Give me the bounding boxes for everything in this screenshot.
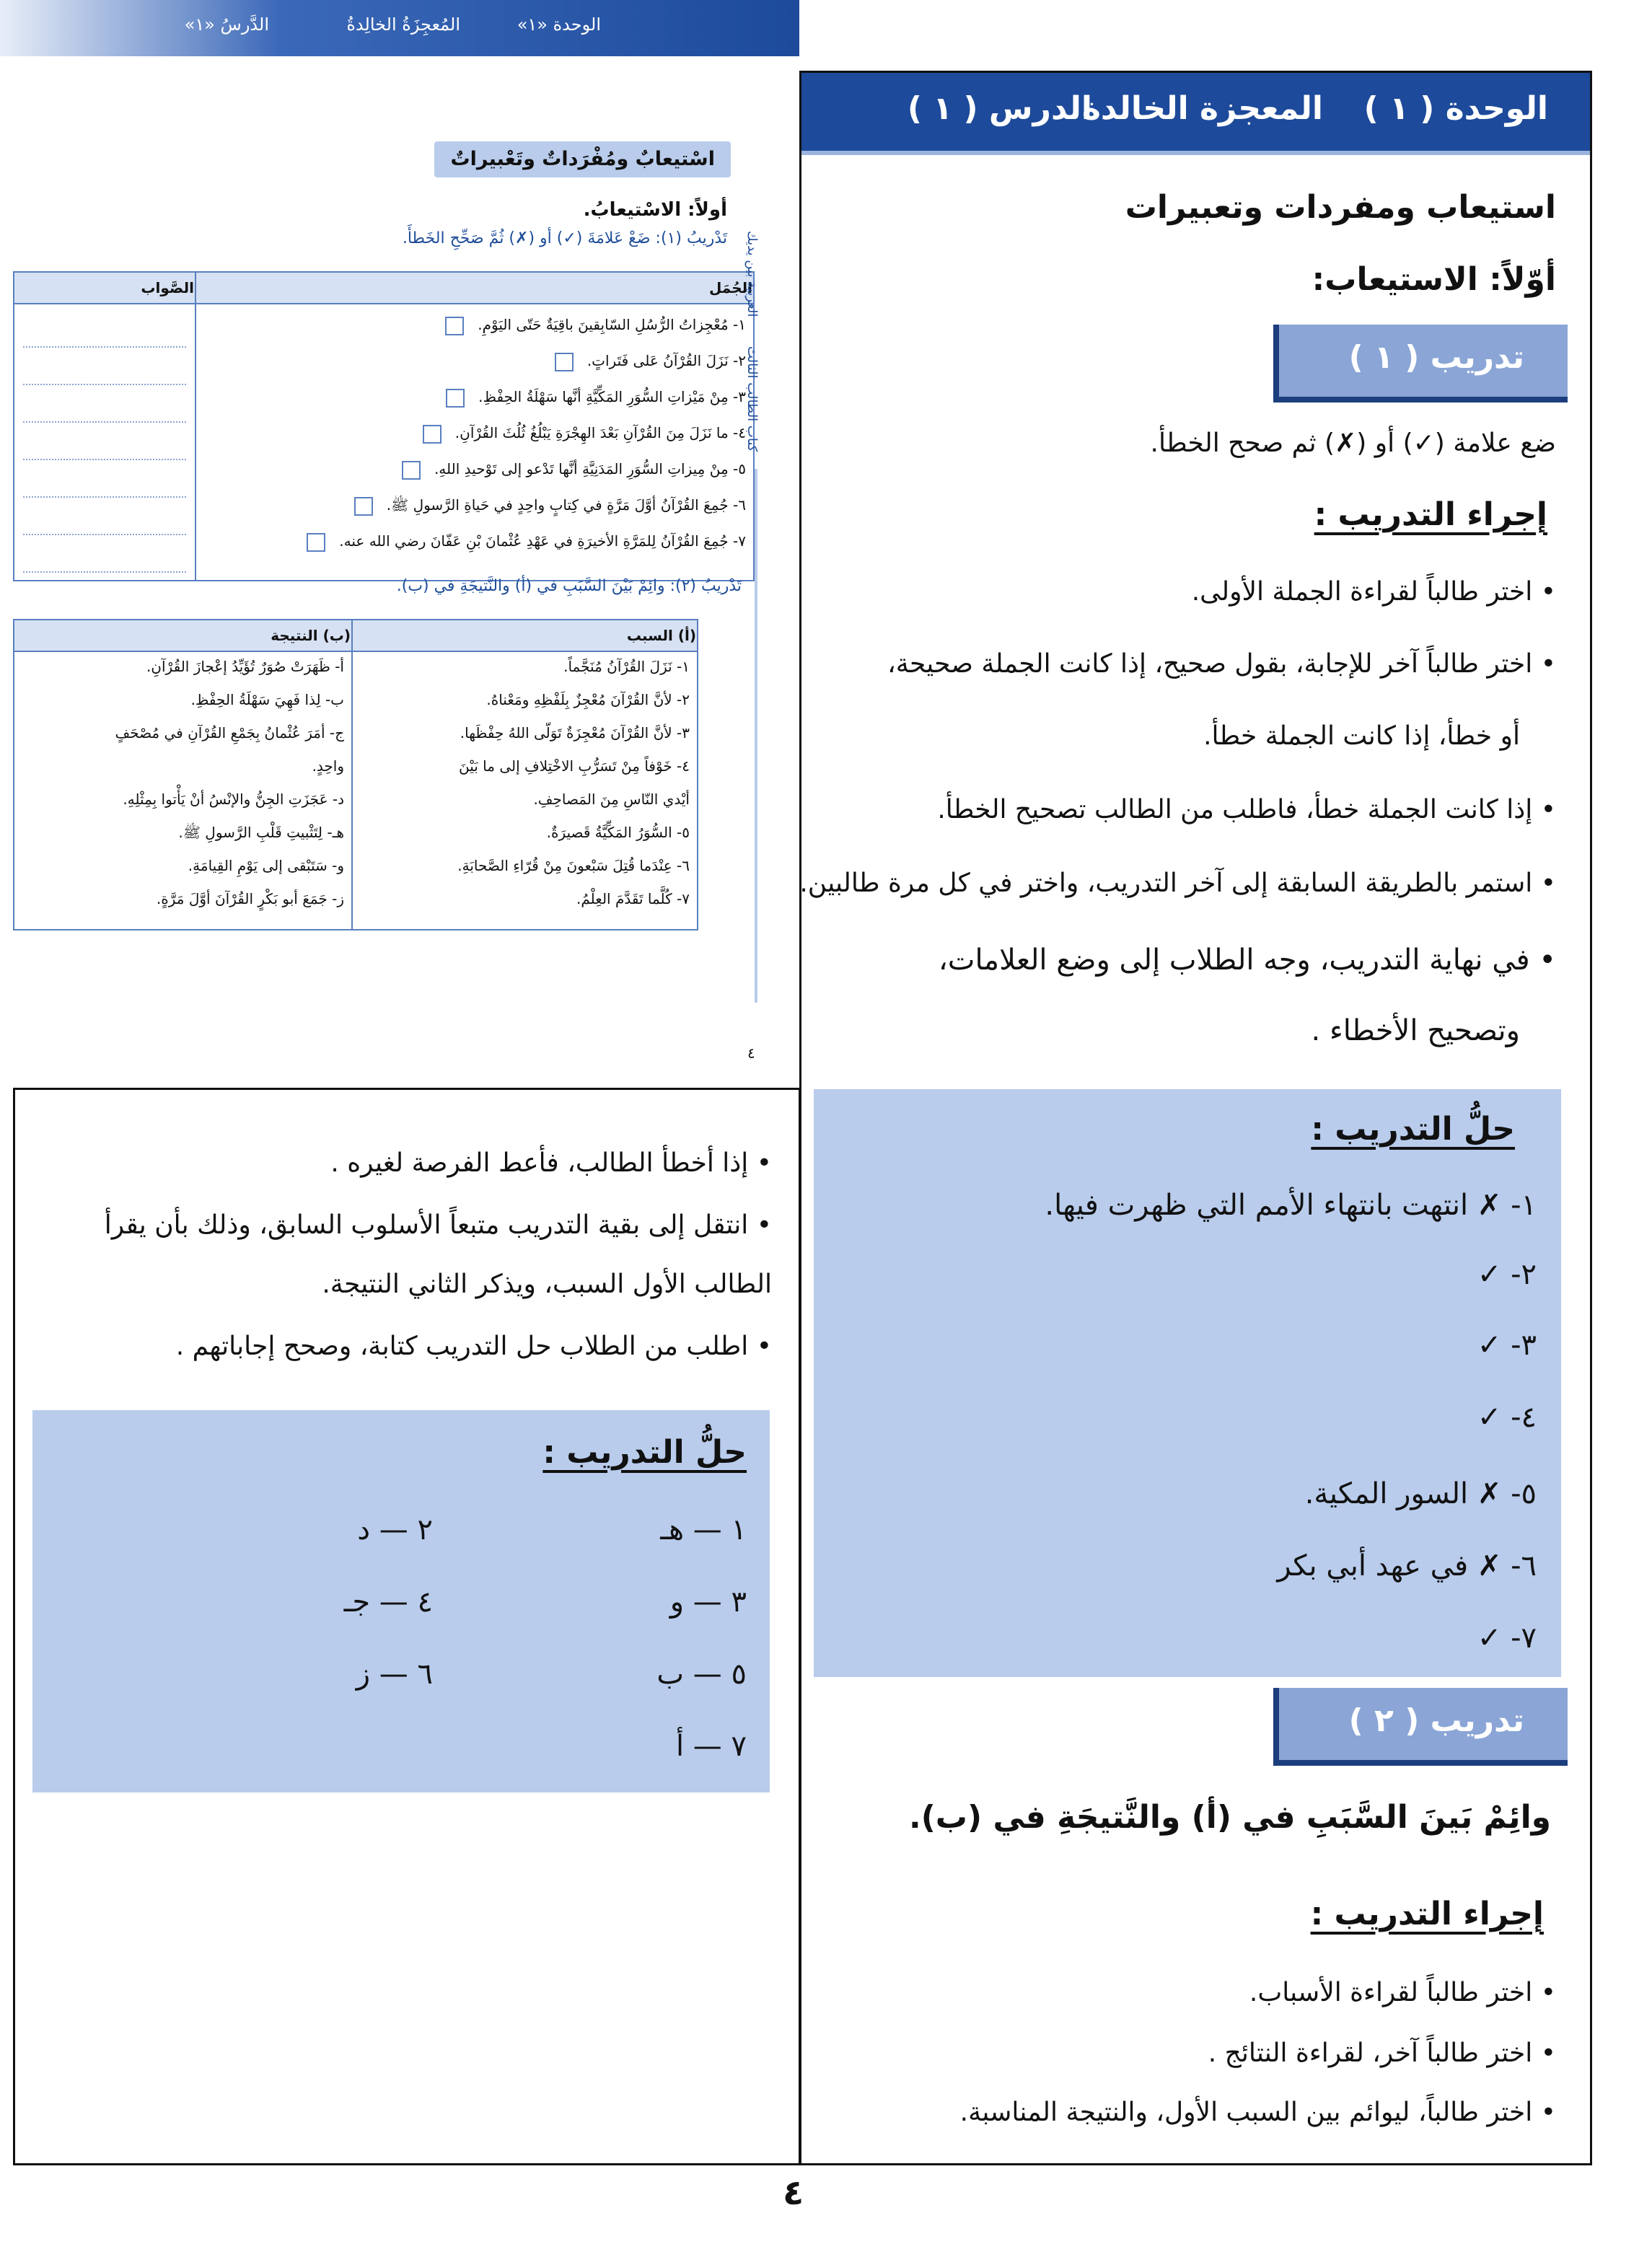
sb-section-title: اسْتيعابٌ ومُفْرَداتٌ وتَعْبيراتٌ bbox=[434, 141, 731, 177]
drill1-instruction: ضع علامة (✓) أو (✗) ثم صحح الخطأ. bbox=[1150, 428, 1556, 458]
bl-bullet: • انتقل إلى بقية التدريب متبعاً الأسلوب السابق، وذلك بأن يقرأ bbox=[104, 1210, 772, 1240]
bl-bullet: • إذا أخطأ الطالب، فأعط الفرصة لغيره . bbox=[330, 1148, 772, 1178]
checkbox[interactable] bbox=[402, 461, 421, 480]
teacher-header bbox=[801, 73, 1590, 155]
checkbox[interactable] bbox=[307, 533, 325, 552]
sb-side-label-level: كتاب الطالب الثالث bbox=[744, 346, 760, 452]
procedure2-item: • اختر طالباً، ليوائم بين السبب الأول، والنتيجة المناسبة. bbox=[959, 2098, 1556, 2127]
sb-cause: ٥- السُّوَرُ المَكِّيَّةُ قَصيرَةٌ. bbox=[546, 824, 690, 841]
checkbox[interactable] bbox=[423, 425, 441, 444]
drill2-instruction: وائِمْ بَينَ السَّبَبِ في (أ) والنَّتيجَةِ في (ب). bbox=[908, 1799, 1551, 1836]
teacher-section-title: استيعاب ومفردات وتعبيرات bbox=[1125, 189, 1556, 226]
match-pair: ٤ — جـ bbox=[343, 1585, 433, 1619]
sb-col-cause: (أ) السبب bbox=[352, 620, 698, 651]
sb-first-heading: أولاً: الاسْتيعابُ. bbox=[583, 199, 727, 221]
procedure1-item: • إذا كانت الجملة خطأ، فاطلب من الطالب تصحيح الخطأ. bbox=[937, 795, 1556, 824]
sb-topic: المُعجِزَةُ الخالِدةُ bbox=[346, 14, 460, 35]
match-pair: ٢ — د bbox=[357, 1513, 433, 1546]
solution1-answer: ١- ✗ انتهت بانتهاء الأمم التي ظهرت فيها. bbox=[1045, 1189, 1537, 1222]
sb-sentence-row: ٧- جُمِعَ القُرْآنُ لِلمَرَّةِ الأخيرَةِ في عَهْدِ عُثْمانَ بْنِ عَفّانَ رضي الله عنه. bbox=[196, 532, 753, 568]
sb-drill2-table bbox=[13, 619, 698, 930]
sb-drill2-instruction: تَدْريبُ (٢): وائِمْ بَيْنَ السَّبَبِ في (أ) والنَّتيجَةِ في (ب). bbox=[396, 577, 742, 595]
page-number: ٤ bbox=[783, 2173, 804, 2213]
checkbox[interactable] bbox=[446, 389, 465, 408]
sb-sentence-row: ٦- جُمِعَ القُرْآنُ أوَّلَ مَرَّةٍ في كِتابٍ واحِدٍ في حَياةِ الرَّسولِ ﷺ. bbox=[196, 496, 753, 532]
solution1-answer: ٢- ✓ bbox=[1477, 1258, 1537, 1291]
solution1-answer: ٥- ✗ السور المكية. bbox=[1304, 1477, 1537, 1510]
sb-col-correction: الصَّواب bbox=[14, 272, 195, 304]
solution1-answer: ٣- ✓ bbox=[1477, 1329, 1537, 1362]
drill2-label: تدريب ( ٢ ) bbox=[1273, 1688, 1568, 1766]
procedure-heading-1: إجراء التدريب : bbox=[1314, 496, 1547, 533]
sb-cause: ٧- كُلَّما تَقَدَّمَ العِلْمُ. bbox=[576, 890, 690, 907]
procedure1-item-cont: أو خطأ، إذا كانت الجملة خطأ. bbox=[1203, 721, 1520, 751]
procedure1-item-cont: وتصحيح الأخطاء . bbox=[1311, 1014, 1520, 1047]
sb-page-number: ٤ bbox=[747, 1044, 755, 1062]
procedure1-item: • في نهاية التدريب، وجه الطلاب إلى وضع العلامات، bbox=[938, 943, 1556, 977]
solution1-answer: ٤- ✓ bbox=[1477, 1401, 1537, 1434]
solution-heading-2: حلُّ التدريب : bbox=[542, 1434, 747, 1471]
student-book-header bbox=[0, 0, 799, 56]
sb-correction-lines[interactable] bbox=[14, 304, 195, 581]
match-pair: ٣ — و bbox=[669, 1585, 747, 1619]
checkbox[interactable] bbox=[555, 353, 574, 371]
sb-result: ز- جَمَعَ أبو بَكْرٍ القُرْآنَ أوَّلَ مَرَّةٍ. bbox=[156, 890, 344, 907]
teacher-lesson: الدرس ( ١ ) bbox=[907, 90, 1092, 127]
checkbox[interactable] bbox=[354, 497, 373, 516]
sb-result: د- عَجَزَتِ الجِنُّ والإنْسُ أنْ يَأْتوا بِمِثْلِهِ. bbox=[123, 791, 344, 808]
student-book-page bbox=[0, 56, 799, 1088]
sb-lesson: الدَّرسُ «١» bbox=[184, 14, 269, 35]
teacher-first-heading: أوّلاً: الاستيعاب: bbox=[1312, 261, 1556, 298]
sb-sentence-row: ٢- نَزَلَ القُرْآنُ عَلى فَتَراتٍ. bbox=[196, 352, 753, 388]
sb-side-label-book: العربية بين يديك bbox=[744, 231, 760, 317]
sb-sentence-row: ٥- مِنْ مِيزاتِ السُّوَرِ المَدَنِيَّةِ أنَّها تَدْعو إلى تَوْحيدِ اللهِ. bbox=[196, 460, 753, 496]
sb-side-rule bbox=[755, 469, 757, 1003]
sb-result: و- سَتَبْقى إلى يَوْمِ القِيامَةِ. bbox=[188, 857, 344, 874]
sb-cause: ٤- خَوْفاً مِنْ تَسَرُّبِ الاخْتِلافِ إلى ما بَيْنَ bbox=[458, 757, 690, 775]
sb-cause: ١- نَزَلَ القُرْآنُ مُنَجَّماً. bbox=[563, 658, 690, 675]
sb-result: أ- ظَهَرَتْ صُوَرٌ تُؤَيِّدُ إعْجازَ القُرْآنِ. bbox=[146, 658, 344, 675]
procedure-heading-2: إجراء التدريب : bbox=[1310, 1896, 1544, 1932]
sb-col-sentences: الجُمَل bbox=[195, 272, 754, 304]
sb-drill1-table bbox=[13, 271, 755, 581]
teacher-topic: المعجزة الخالدة bbox=[1081, 90, 1323, 127]
sb-sentence-row: ١- مُعْجِزاتُ الرُّسُلِ السّابِقينَ باقِيَةٌ حَتّى اليَوْمِ. bbox=[196, 316, 753, 352]
sb-cause: ٣- لأنَّ القُرْآنَ مُعْجِزَةٌ تَوَلّى اللهُ حِفْظَها. bbox=[460, 724, 690, 742]
sb-result: واحِدٍ. bbox=[312, 757, 344, 775]
sb-cause: ٢- لأنَّ القُرْآنَ مُعْجِزٌ بِلَفْظِهِ ومَعْناهُ. bbox=[486, 691, 690, 708]
procedure1-item: • اختر طالباً لقراءة الجملة الأولى. bbox=[1191, 577, 1556, 607]
procedure2-item: • اختر طالباً لقراءة الأسباب. bbox=[1249, 1978, 1556, 2007]
sb-cause: ٦- عِنْدَما قُتِلَ سَبْعونَ مِنْ قُرّاءِ الصَّحابَةِ. bbox=[457, 857, 690, 874]
sb-result: هـ- لِتَثْبيتِ قَلْبِ الرَّسولِ ﷺ. bbox=[178, 824, 344, 841]
sb-drill1-instruction: تَدْريبُ (١): ضَعْ عَلامَةَ (✓) أو (✗) ثُمَّ صَحِّحِ الخَطأَ. bbox=[402, 229, 727, 247]
match-pair: ٧ — أ bbox=[675, 1730, 747, 1763]
match-pair: ٥ — ب bbox=[656, 1658, 747, 1691]
bl-bullet-cont: الطالب الأول السبب، ويذكر الثاني النتيجة. bbox=[322, 1270, 772, 1299]
drill1-label: تدريب ( ١ ) bbox=[1273, 325, 1568, 402]
checkbox[interactable] bbox=[445, 317, 464, 335]
sb-cause: أيْدي النّاسِ مِنَ المَصاحِفِ. bbox=[533, 791, 690, 808]
solution1-answer: ٧- ✓ bbox=[1477, 1622, 1537, 1655]
sb-unit: الوحدة «١» bbox=[517, 14, 601, 35]
procedure1-item: • اختر طالباً آخر للإجابة، بقول صحيح، إذا كانت الجملة صحيحة، bbox=[887, 649, 1556, 679]
sb-result: ب- لِذا فَهِيَ سَهْلَةُ الحِفْظِ. bbox=[190, 691, 344, 708]
match-pair: ٦ — ز bbox=[356, 1658, 433, 1691]
drill1-solution-box bbox=[814, 1089, 1561, 1677]
sb-col-result: (ب) النتيجة bbox=[14, 620, 352, 651]
match-pair: ١ — هـ bbox=[660, 1513, 747, 1546]
sb-sentence-row: ٤- ما نَزَلَ مِنَ القُرْآنِ بَعْدَ الهِجْرَةِ يَبْلُغُ ثُلُثَ القُرْآنِ. bbox=[196, 424, 753, 460]
solution1-answer: ٦- ✗ في عهد أبي بكر bbox=[1277, 1549, 1537, 1583]
procedure1-item: • استمر بالطريقة السابقة إلى آخر التدريب، واختر في كل مرة طالبين. bbox=[799, 868, 1556, 898]
sb-sentence-row: ٣- مِنْ مَيْزاتِ السُّوَرِ المَكِّيَّةِ أنَّها سَهْلَةُ الحِفْظِ. bbox=[196, 388, 753, 424]
bl-bullet: • اطلب من الطلاب حل التدريب كتابة، وصحح إجاباتهم . bbox=[175, 1332, 772, 1361]
teacher-unit: الوحدة ( ١ ) bbox=[1363, 90, 1548, 127]
solution-heading-1: حلُّ التدريب : bbox=[1311, 1111, 1515, 1148]
sb-result: ج- أمَرَ عُثْمانُ بِجَمْعِ القُرْآنِ في مُصْحَفٍ bbox=[115, 724, 344, 742]
procedure2-item: • اختر طالباً آخر، لقراءة النتائج . bbox=[1208, 2038, 1556, 2068]
